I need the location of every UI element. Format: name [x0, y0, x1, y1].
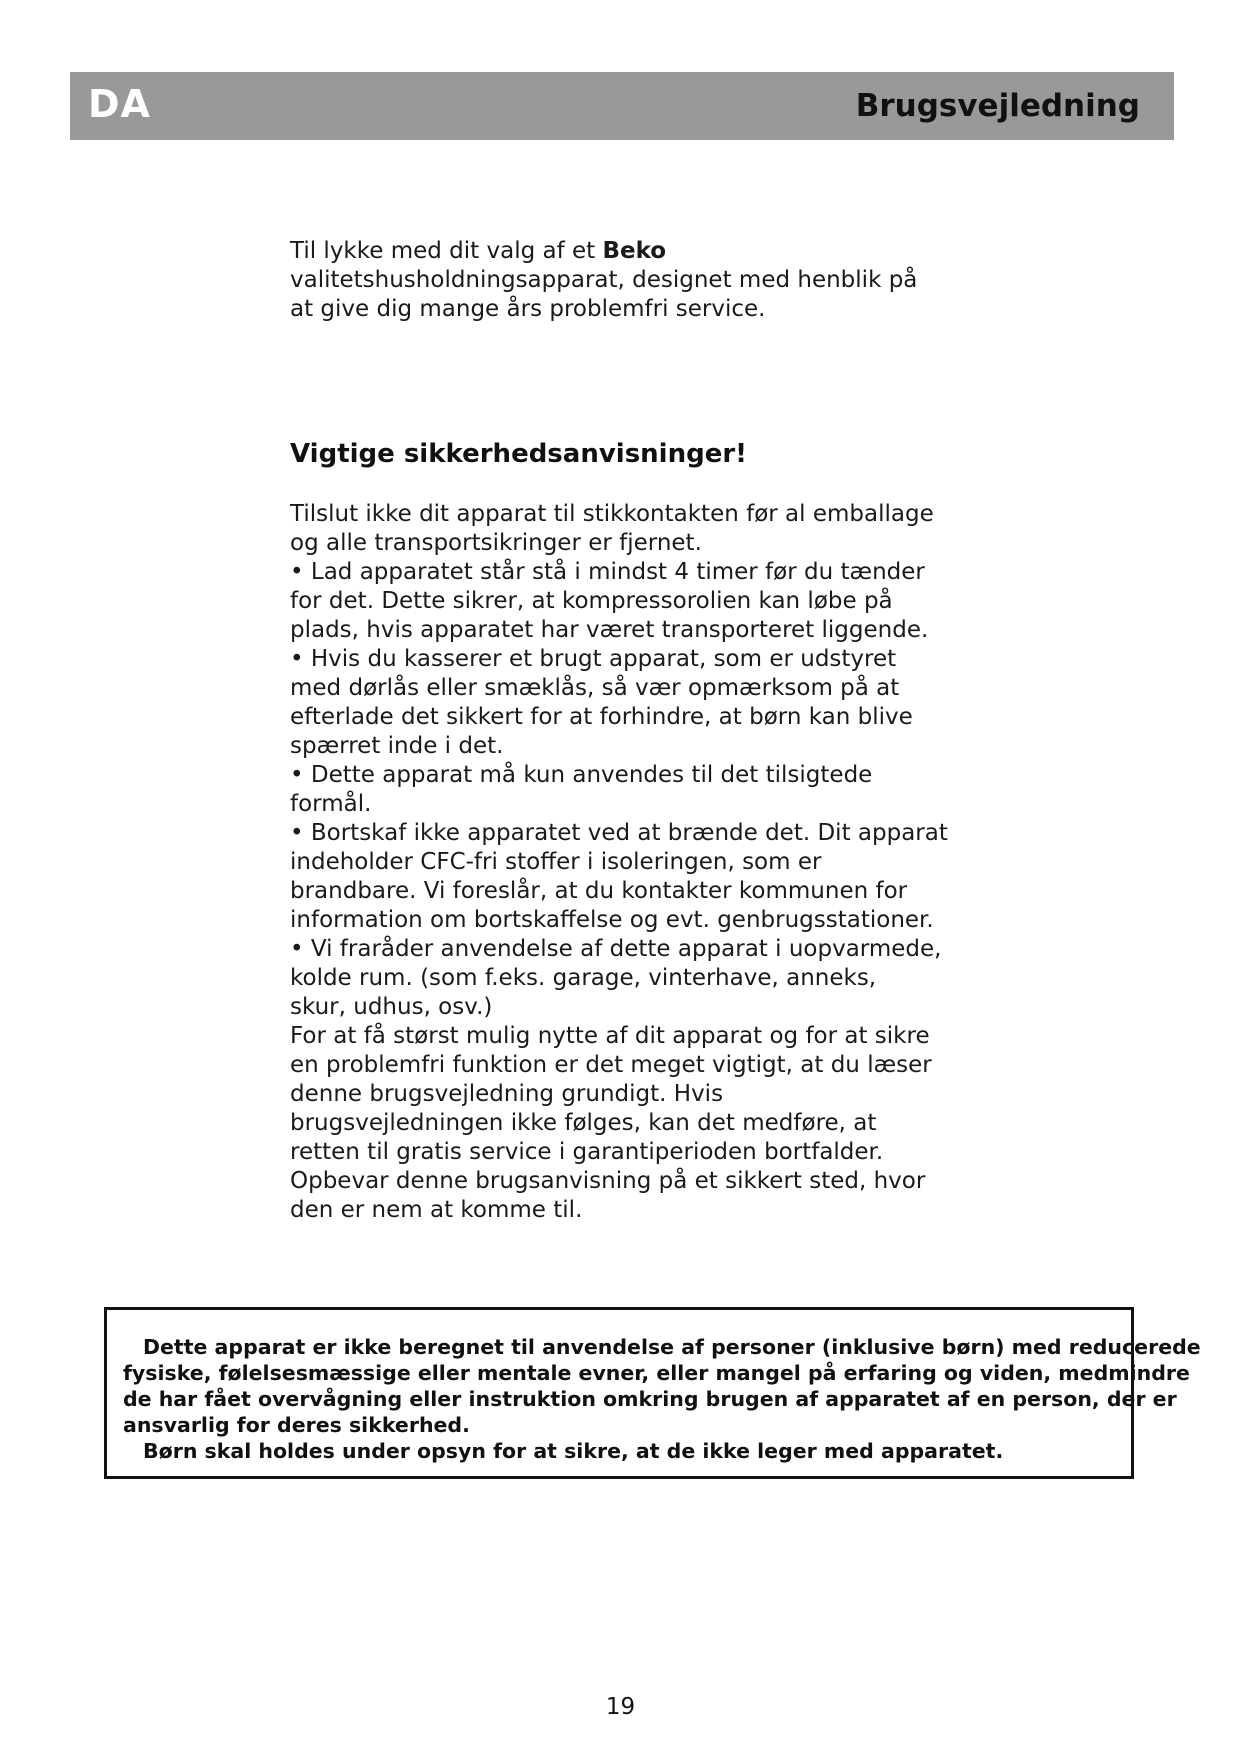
safety-line: for det. Dette sikrer, at kompressorolien kan løbe på [290, 588, 893, 614]
safety-line: formål. [290, 791, 372, 817]
safety-instructions [290, 500, 948, 1225]
intro-line-3: at give dig mange års problemfri service. [290, 296, 766, 322]
safety-line: den er nem at komme til. [290, 1197, 583, 1223]
safety-line: efterlade det sikkert for at forhindre, at børn kan blive [290, 704, 913, 730]
warning-box [104, 1307, 1201, 1479]
intro-lead-text: Til lykke med dit valg af et [290, 238, 603, 264]
safety-line: Tilslut ikke dit apparat til stikkontakten før al emballage [290, 501, 934, 527]
safety-line: indeholder CFC-fri stoffer i isoleringen, som er [290, 849, 822, 875]
safety-line: med dørlås eller smæklås, så vær opmærksom på at [290, 675, 900, 701]
warning-line: Børn skal holdes under opsyn for at sikre, at de ikke leger med apparatet. [143, 1439, 1004, 1463]
warning-line: Dette apparat er ikke beregnet til anvendelse af personer (inklusive børn) med reducerede [143, 1335, 1201, 1359]
safety-line: spærret inde i det. [290, 733, 504, 759]
safety-line: skur, udhus, osv.) [290, 994, 493, 1020]
header-bar [70, 72, 1174, 140]
intro-line-2: valitetshusholdningsapparat, designet med henblik på [290, 267, 918, 293]
brand-name: Beko [602, 238, 667, 264]
page-number: 19 [605, 1694, 636, 1720]
safety-line: • Dette apparat må kun anvendes til det tilsigtede [290, 762, 873, 788]
safety-line: • Bortskaf ikke apparatet ved at brænde det. Dit apparat [290, 820, 948, 846]
warning-line: de har fået overvågning eller instruktion omkring brugen af apparatet af en person, der er [123, 1387, 1177, 1411]
safety-line: Opbevar denne brugsanvisning på et sikkert sted, hvor [290, 1168, 926, 1194]
safety-line: • Vi fraråder anvendelse af dette apparat i uopvarmede, [290, 936, 942, 962]
safety-line: • Hvis du kasserer et brugt apparat, som er udstyret [290, 646, 897, 672]
safety-line: denne brugsvejledning grundigt. Hvis [290, 1081, 724, 1107]
safety-line: For at få størst mulig nytte af dit apparat og for at sikre [290, 1023, 930, 1049]
safety-line: en problemfri funktion er det meget vigtigt, at du læser [290, 1052, 932, 1078]
intro-paragraph [290, 237, 930, 324]
safety-line: brugsvejledningen ikke følges, kan det medføre, at [290, 1110, 877, 1136]
safety-line: plads, hvis apparatet har været transporteret liggende. [290, 617, 929, 643]
safety-line: • Lad apparatet står stå i mindst 4 timer før du tænder [290, 559, 925, 585]
safety-line: information om bortskaffelse og evt. genbrugsstationer. [290, 907, 934, 933]
safety-line: brandbare. Vi foreslår, at du kontakter kommunen for [290, 878, 908, 904]
safety-line: kolde rum. (som f.eks. garage, vinterhave, anneks, [290, 965, 877, 991]
safety-line: og alle transportsikringer er fjernet. [290, 530, 702, 556]
safety-line: retten til gratis service i garantiperioden bortfalder. [290, 1139, 884, 1165]
warning-line: ansvarlig for deres sikkerhed. [123, 1413, 470, 1437]
main-content [290, 237, 948, 1225]
safety-heading: Vigtige sikkerhedsanvisninger! [290, 439, 748, 469]
language-code: DA [88, 82, 151, 126]
document-title: Brugsvejledning [855, 88, 1140, 124]
warning-line: fysiske, følelsesmæssige eller mentale evner, eller mangel på erfaring og viden, medmindre [123, 1361, 1190, 1385]
